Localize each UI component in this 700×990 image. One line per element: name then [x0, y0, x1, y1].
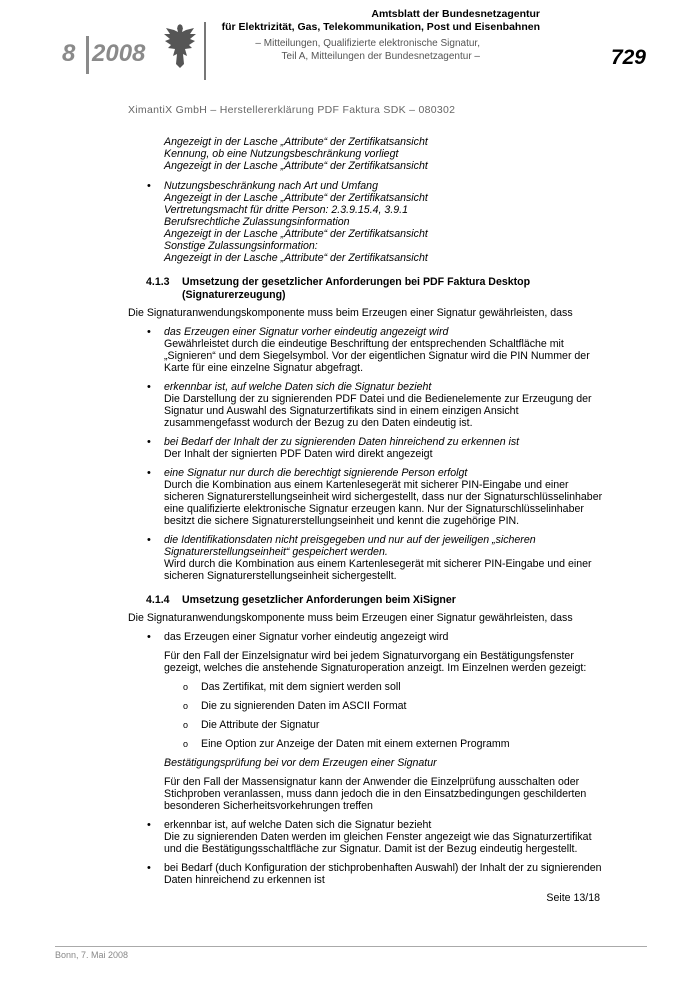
text-line: „Signieren“ und dem Siegelsymbol. Vor der eigentlichen Signatur wird die PIN Nummer der [164, 350, 590, 362]
text-line: Das Zertifikat, mit dem signiert werden soll [201, 681, 401, 693]
text-line: Angezeigt in der Lasche „Attribute“ der Zertifikatsansicht [164, 252, 428, 264]
publication-title: Amtsblatt der Bundesnetzagentur [371, 8, 540, 20]
text-line: Daten hinreichend zu erkennen ist [164, 874, 325, 886]
bullet-icon: • [147, 326, 151, 338]
text-line: Kennung, ob eine Nutzungsbeschränkung vorliegt [164, 148, 399, 160]
text-line: Gewährleistet durch die eindeutige Beschriftung der entsprechenden Schaltfläche mit [164, 338, 564, 350]
text-line: Durch die Kombination aus einem Kartenlesegerät mit sicherer PIN-Eingabe und einer [164, 479, 569, 491]
publication-subtitle: für Elektrizität, Gas, Telekommunikation, Post und Eisenbahnen [221, 21, 540, 33]
bullet-icon: • [147, 534, 151, 546]
bullet-icon: • [147, 631, 151, 643]
text-line: Angezeigt in der Lasche „Attribute“ der Zertifikatsansicht [164, 136, 428, 148]
text-line: eine Signatur nur durch die berechtigt signierende Person erfolgt [164, 467, 468, 479]
section-title: Umsetzung gesetzlicher Anforderungen beim XiSigner [182, 594, 456, 606]
section-info-line2: Teil A, Mitteilungen der Bundesnetzagentur – [281, 51, 480, 62]
text-line: Eine Option zur Anzeige der Daten mit einem externen Programm [201, 738, 510, 750]
text-line: Nutzungsbeschränkung nach Art und Umfang [164, 180, 378, 192]
bullet-icon: • [147, 819, 151, 831]
text-line: Für den Fall der Massensignatur kann der Anwender die Einzelprüfung ausschalten oder [164, 776, 580, 788]
text-line: Signaturerstellungseinheit“ gespeichert werden. [164, 546, 388, 558]
section-number: 4.1.3 [146, 276, 170, 288]
text-line: eine qualifizierte elektronische Signatur erzeugen kann. Nur der Signaturschlüsselinhaber [164, 503, 584, 515]
issue-number: 8 [62, 40, 76, 67]
text-line: sicheren Signaturerstellungseinheit sichergestellt. [164, 570, 397, 582]
text-line: die Identifikationsdaten nicht preisgegeben und nur auf der jeweiligen „sicheren [164, 534, 536, 546]
issue-divider [86, 36, 89, 74]
text-line: Sonstige Zulassungsinformation: [164, 240, 318, 252]
document-title: XimantiX GmbH – Herstellererklärung PDF Faktura SDK – 080302 [128, 104, 456, 116]
text-line: Stichproben veranlassen, muss dann jedoch die in den Einsatzbedingungen geschilderten [164, 788, 587, 800]
section-title: Umsetzung der gesetzlicher Anforderungen bei PDF Faktura Desktop [182, 276, 531, 288]
text-line: besonderen Sicherheitsvorkehrungen treffen [164, 800, 373, 812]
text-line: Angezeigt in der Lasche „Attribute“ der Zertifikatsansicht [164, 228, 428, 240]
text-line: besitzt die sichere Signaturerstellungseinheit und kennt die zugehörige PIN. [164, 515, 520, 527]
text-line: gezeigt, welches die anstehende Signaturoperation anzeigt. Im Einzelnen werden gezeigt: [164, 662, 587, 674]
text-line: Der Inhalt der signierten PDF Daten wird direkt angezeigt [164, 448, 433, 460]
text-line: Signatur und Auswahl des Signaturzertifikats sind in einem einzigen Ansicht [164, 405, 519, 417]
text-line: das Erzeugen einer Signatur vorher eindeutig angezeigt wird [164, 631, 449, 643]
text-line: Karte für eine einzelne Signatur abgefragt. [164, 362, 364, 374]
bullet-icon: • [147, 381, 151, 393]
section-info-line1: – Mitteilungen, Qualifizierte elektronische Signatur, [255, 38, 480, 49]
sub-bullet-icon: o [183, 739, 189, 749]
section-intro: Die Signaturanwendungskomponente muss beim Erzeugen einer Signatur gewährleisten, dass [128, 307, 573, 319]
text-line: Vertretungsmacht für dritte Person: 2.3.9.15.4, 3.9.1 [164, 204, 408, 216]
text-line: Wird durch die Kombination aus einem Kartenlesegerät mit sicherer PIN-Eingabe und einer [164, 558, 592, 570]
sub-bullet-icon: o [183, 682, 189, 692]
footer-date: Bonn, 7. Mai 2008 [55, 950, 129, 960]
text-line: bei Bedarf der Inhalt der zu signierenden Daten hinreichend zu erkennen ist [164, 436, 520, 448]
footer-divider [55, 946, 647, 947]
text-line: bei Bedarf (duch Konfiguration der stichprobenhaften Auswahl) der Inhalt der zu signierenden [164, 862, 602, 874]
header-divider [204, 22, 206, 80]
text-line: Die Attribute der Signatur [201, 719, 320, 731]
text-line: sicheren Signaturerstellungseinheit wird sichergestellt, dass nur der Signaturschlüsselinhaber [164, 491, 603, 503]
text-line: erkennbar ist, auf welche Daten sich die Signatur bezieht [164, 381, 432, 393]
text-line: Die zu signierenden Daten werden im gleichen Fenster angezeigt wie das Signaturzertifikat [164, 831, 592, 843]
sub-bullet-icon: o [183, 701, 189, 711]
bullet-icon: • [147, 862, 151, 874]
text-line: Für den Fall der Einzelsignatur wird bei jedem Signaturvorgang ein Bestätigungsfenster [164, 650, 574, 662]
text-line: Die Darstellung der zu signierenden PDF Datei und die Bedienelemente zur Erzeugung der [164, 393, 592, 405]
bullet-icon: • [147, 436, 151, 448]
text-line: und die Bestätigungsschaltfläche zur Signatur. Damit ist der Bezug eindeutig hergestellt. [164, 843, 578, 855]
text-line: Angezeigt in der Lasche „Attribute“ der Zertifikatsansicht [164, 192, 428, 204]
text-line: Die zu signierenden Daten im ASCII Format [201, 700, 407, 712]
text-line: Angezeigt in der Lasche „Attribute“ der Zertifikatsansicht [164, 160, 428, 172]
section-number: 4.1.4 [146, 594, 170, 606]
text-line: das Erzeugen einer Signatur vorher eindeutig angezeigt wird [164, 326, 449, 338]
document-page-number: Seite 13/18 [546, 892, 600, 904]
bullet-icon: • [147, 180, 151, 192]
bullet-icon: • [147, 467, 151, 479]
text-line: zusammengefasst wodurch der Bezug zu den Daten eindeutig ist. [164, 417, 473, 429]
sub-bullet-icon: o [183, 720, 189, 730]
page-number: 729 [610, 46, 646, 69]
issue-year: 2008 [92, 40, 146, 67]
text-line: Bestätigungsprüfung bei vor dem Erzeugen einer Signatur [164, 757, 437, 769]
federal-eagle-icon [160, 20, 200, 72]
text-line: erkennbar ist, auf welche Daten sich die Signatur bezieht [164, 819, 432, 831]
section-intro: Die Signaturanwendungskomponente muss beim Erzeugen einer Signatur gewährleisten, dass [128, 612, 573, 624]
text-line: Berufsrechtliche Zulassungsinformation [164, 216, 350, 228]
section-title: (Signaturerzeugung) [182, 289, 286, 301]
